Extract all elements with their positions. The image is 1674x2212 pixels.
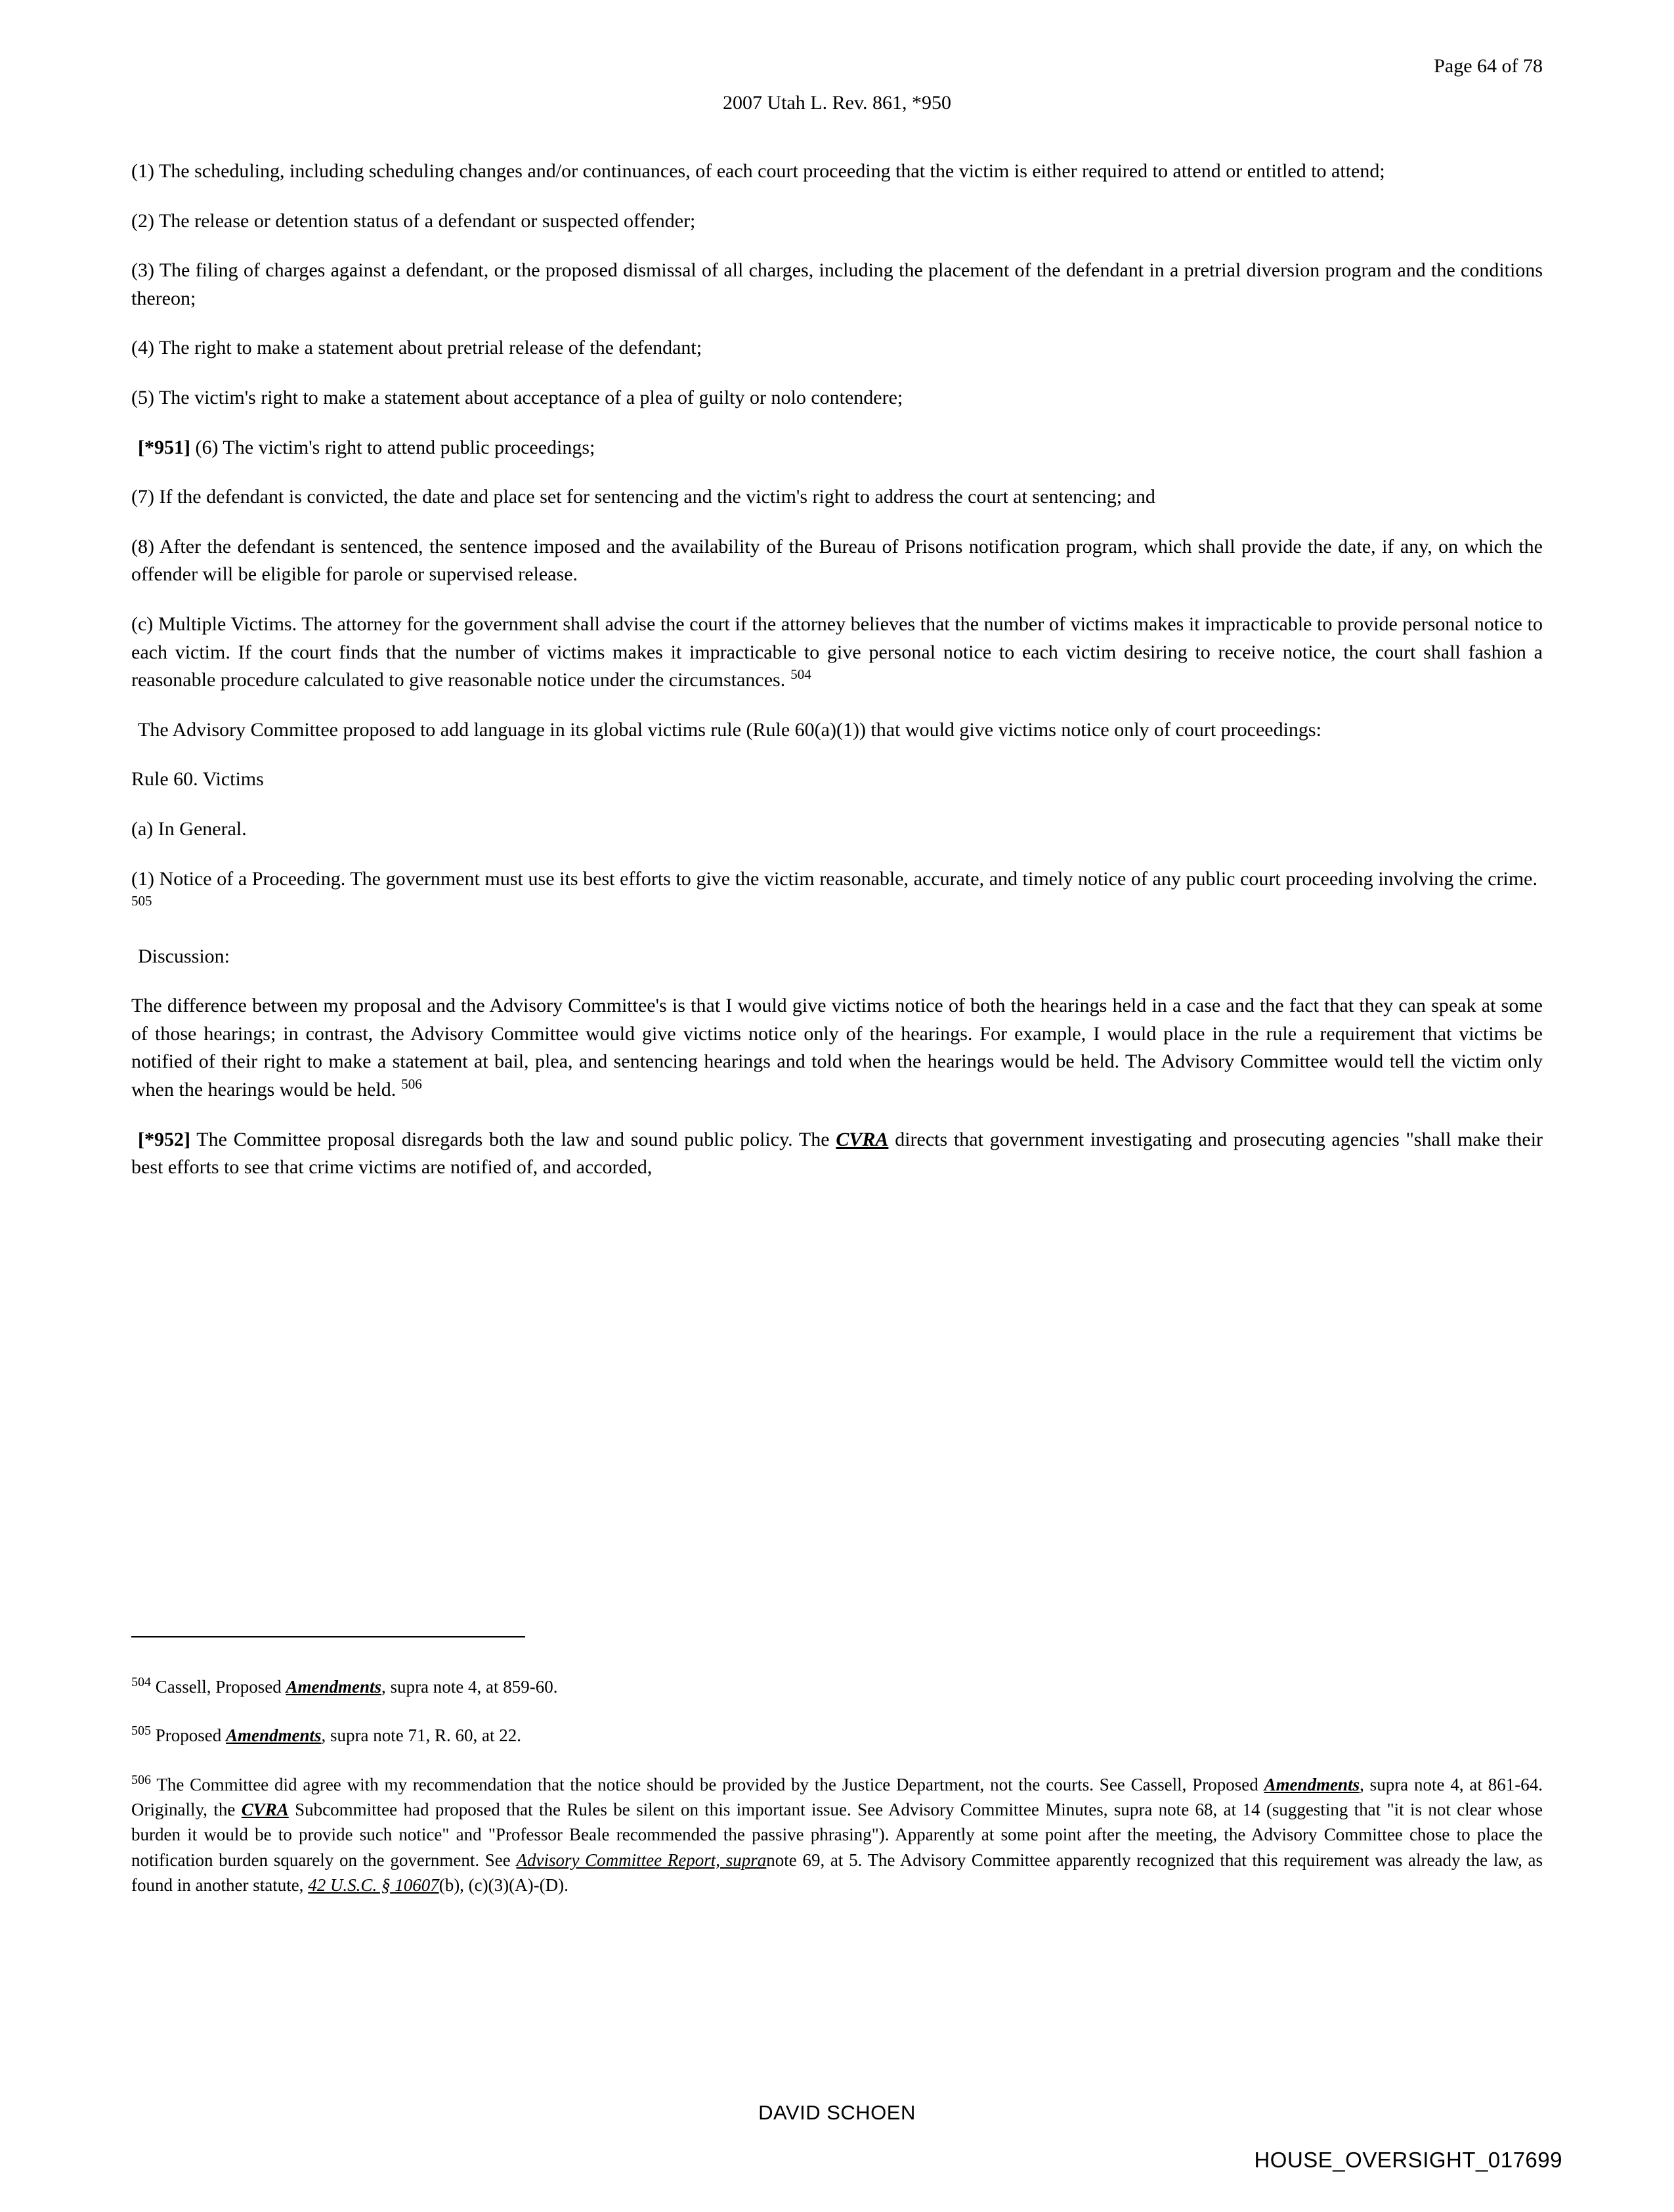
footnote-504-text-a: Cassell, Proposed — [155, 1677, 282, 1697]
page-number: Page 64 of 78 — [1434, 55, 1543, 77]
cvra-reference[interactable]: CVRA — [836, 1128, 889, 1150]
footnote-506-text-a: The Committee did agree with my recommendation that the notice should be provided by the Justice Department, not the courts. See Cassell, Proposed — [156, 1774, 1258, 1794]
footnote-506-amendments-link[interactable]: Amendments — [1264, 1774, 1360, 1794]
footnote-ref-506[interactable]: 506 — [401, 1076, 422, 1093]
paragraph-7: (7) If the defendant is convicted, the date and place set for sentencing and the victim's right to address the court at sentencing; and — [131, 486, 1155, 508]
paragraph-4: (4) The right to make a statement about pretrial release of the defendant; — [131, 337, 702, 359]
footnote-506-text-b: , supra note 4, at 861-64. Originally, the — [131, 1774, 1543, 1819]
footnote-ref-505[interactable]: 505 — [131, 893, 152, 909]
footnote-number-506: 506 — [131, 1772, 151, 1787]
footnote-505-text-b: , supra note 71, R. 60, at 22. — [321, 1725, 521, 1746]
footnote-506-text-e: (b), (c)(3)(A)-(D). — [439, 1875, 569, 1895]
paragraph-16-text-a: The Committee proposal disregards both the law and sound public policy. The — [196, 1128, 830, 1150]
footnote-506-cvra-link[interactable]: CVRA — [241, 1799, 289, 1819]
paragraph-2: (2) The release or detention status of a defendant or suspected offender; — [131, 209, 696, 232]
footnote-506-advisory-report-link[interactable]: Advisory Committee Report, supra — [516, 1850, 767, 1870]
footnote-number-505: 505 — [131, 1724, 151, 1739]
footnote-505-text-a: Proposed — [155, 1725, 222, 1746]
rule-heading: Rule 60. Victims — [131, 768, 264, 791]
paragraph-13 — [131, 865, 1543, 921]
footnote-504 — [131, 1674, 1543, 1699]
footnote-506-usc-link[interactable]: 42 U.S.C. § 10607 — [308, 1875, 439, 1895]
rule-subsection-a: (a) In General. — [131, 817, 247, 840]
document-body — [131, 158, 1543, 1204]
running-head: 2007 Utah L. Rev. 861, *950 — [722, 92, 952, 114]
paragraph-8: (8) After the defendant is sentenced, the sentence imposed and the availability of the Bureau of Prisons notification program, which shall provide the date, if any, on which the offender will be eligible for parole or supervised release. — [131, 535, 1543, 586]
footnote-506-text-d: note 69, at 5. The Advisory Committee apparently recognized that this requirement was already the law, as found in another statute, — [131, 1850, 1543, 1895]
paragraph-16-text-b: directs that government investigating and prosecuting agencies "shall make their best efforts to see that crime victims are notified of, and accorded, — [131, 1128, 1543, 1179]
paragraph-15 — [131, 992, 1543, 1104]
paragraph-1: (1) The scheduling, including scheduling changes and/or continuances, of each court proceeding that the victim is either required to attend or entitled to attend; — [131, 160, 1385, 182]
signature-line: DAVID SCHOEN — [758, 2101, 916, 2124]
footnotes-section — [131, 1674, 1543, 1921]
paragraph-13-text: (1) Notice of a Proceeding. The government must use its best efforts to give the victim reasonable, accurate, and timely notice of any public court proceeding involving the crime. — [131, 867, 1537, 890]
footnote-separator-rule — [131, 1636, 525, 1637]
footnote-506 — [131, 1772, 1543, 1898]
footnote-504-amendments-link[interactable]: Amendments — [286, 1677, 382, 1697]
paragraph-6-text: (6) The victim's right to attend public proceedings; — [195, 436, 595, 458]
paragraph-9 — [131, 611, 1543, 695]
discussion-heading — [131, 943, 1543, 971]
footnote-504-text-b: , supra note 4, at 859-60. — [381, 1677, 558, 1697]
paragraph-5: (5) The victim's right to make a statement about acceptance of a plea of guilty or nolo contendere; — [131, 386, 903, 408]
footnote-number-504: 504 — [131, 1675, 151, 1689]
bates-number: HOUSE_OVERSIGHT_017699 — [1254, 2148, 1562, 2172]
footnote-506-text-c: Subcommittee had proposed that the Rules be silent on this important issue. See Advisory Committee Minutes, supra note 68, at 14 (suggesting that "it is not clear whose burden it would be to provide such notice" and "Professor Beale recommended the passive phrasing"). Apparently at some point after the meeting, the Advisory Committee chose to place the notification burden squarely on the government. See — [131, 1799, 1543, 1870]
paragraph-15-text: The difference between my proposal and the Advisory Committee's is that I would give victims notice of both the hearings held in a case and the fact that they can speak at some of those hearings; in contrast, the Advisory Committee would give victims notice only of the hearings. For example, I would place in the rule a requirement that victims be notified of their right to make a statement at bail, plea, and sentencing hearings and told when the hearings would be held. The Advisory Committee would tell the victim only when the hearings would be held. — [131, 995, 1543, 1101]
paragraph-9-text: (c) Multiple Victims. The attorney for the government shall advise the court if the attorney believes that the number of victims makes it impracticable to provide personal notice to each victim. If the court finds that the number of victims makes it impracticable to give personal notice to each victim desiring to receive notice, the court shall fashion a reasonable procedure calculated to give reasonable notice under the circumstances. — [131, 613, 1543, 691]
footnote-505 — [131, 1723, 1543, 1748]
star-page-marker-952: [*952] — [138, 1128, 190, 1150]
star-page-marker-951: [*951] — [138, 436, 190, 458]
paragraph-10 — [131, 716, 1543, 745]
discussion-heading-text: Discussion: — [138, 945, 230, 967]
paragraph-3: (3) The filing of charges against a defendant, or the proposed dismissal of all charges, including the placement of the defendant in a pretrial diversion program and the conditions thereon; — [131, 259, 1543, 309]
footnote-505-amendments-link[interactable]: Amendments — [226, 1725, 322, 1746]
paragraph-6 — [131, 434, 1543, 462]
paragraph-16 — [131, 1126, 1543, 1182]
paragraph-10-text: The Advisory Committee proposed to add language in its global victims rule (Rule 60(a)(1)) that would give victims notice only of court proceedings: — [138, 718, 1321, 741]
footnote-ref-504[interactable]: 504 — [790, 666, 811, 683]
